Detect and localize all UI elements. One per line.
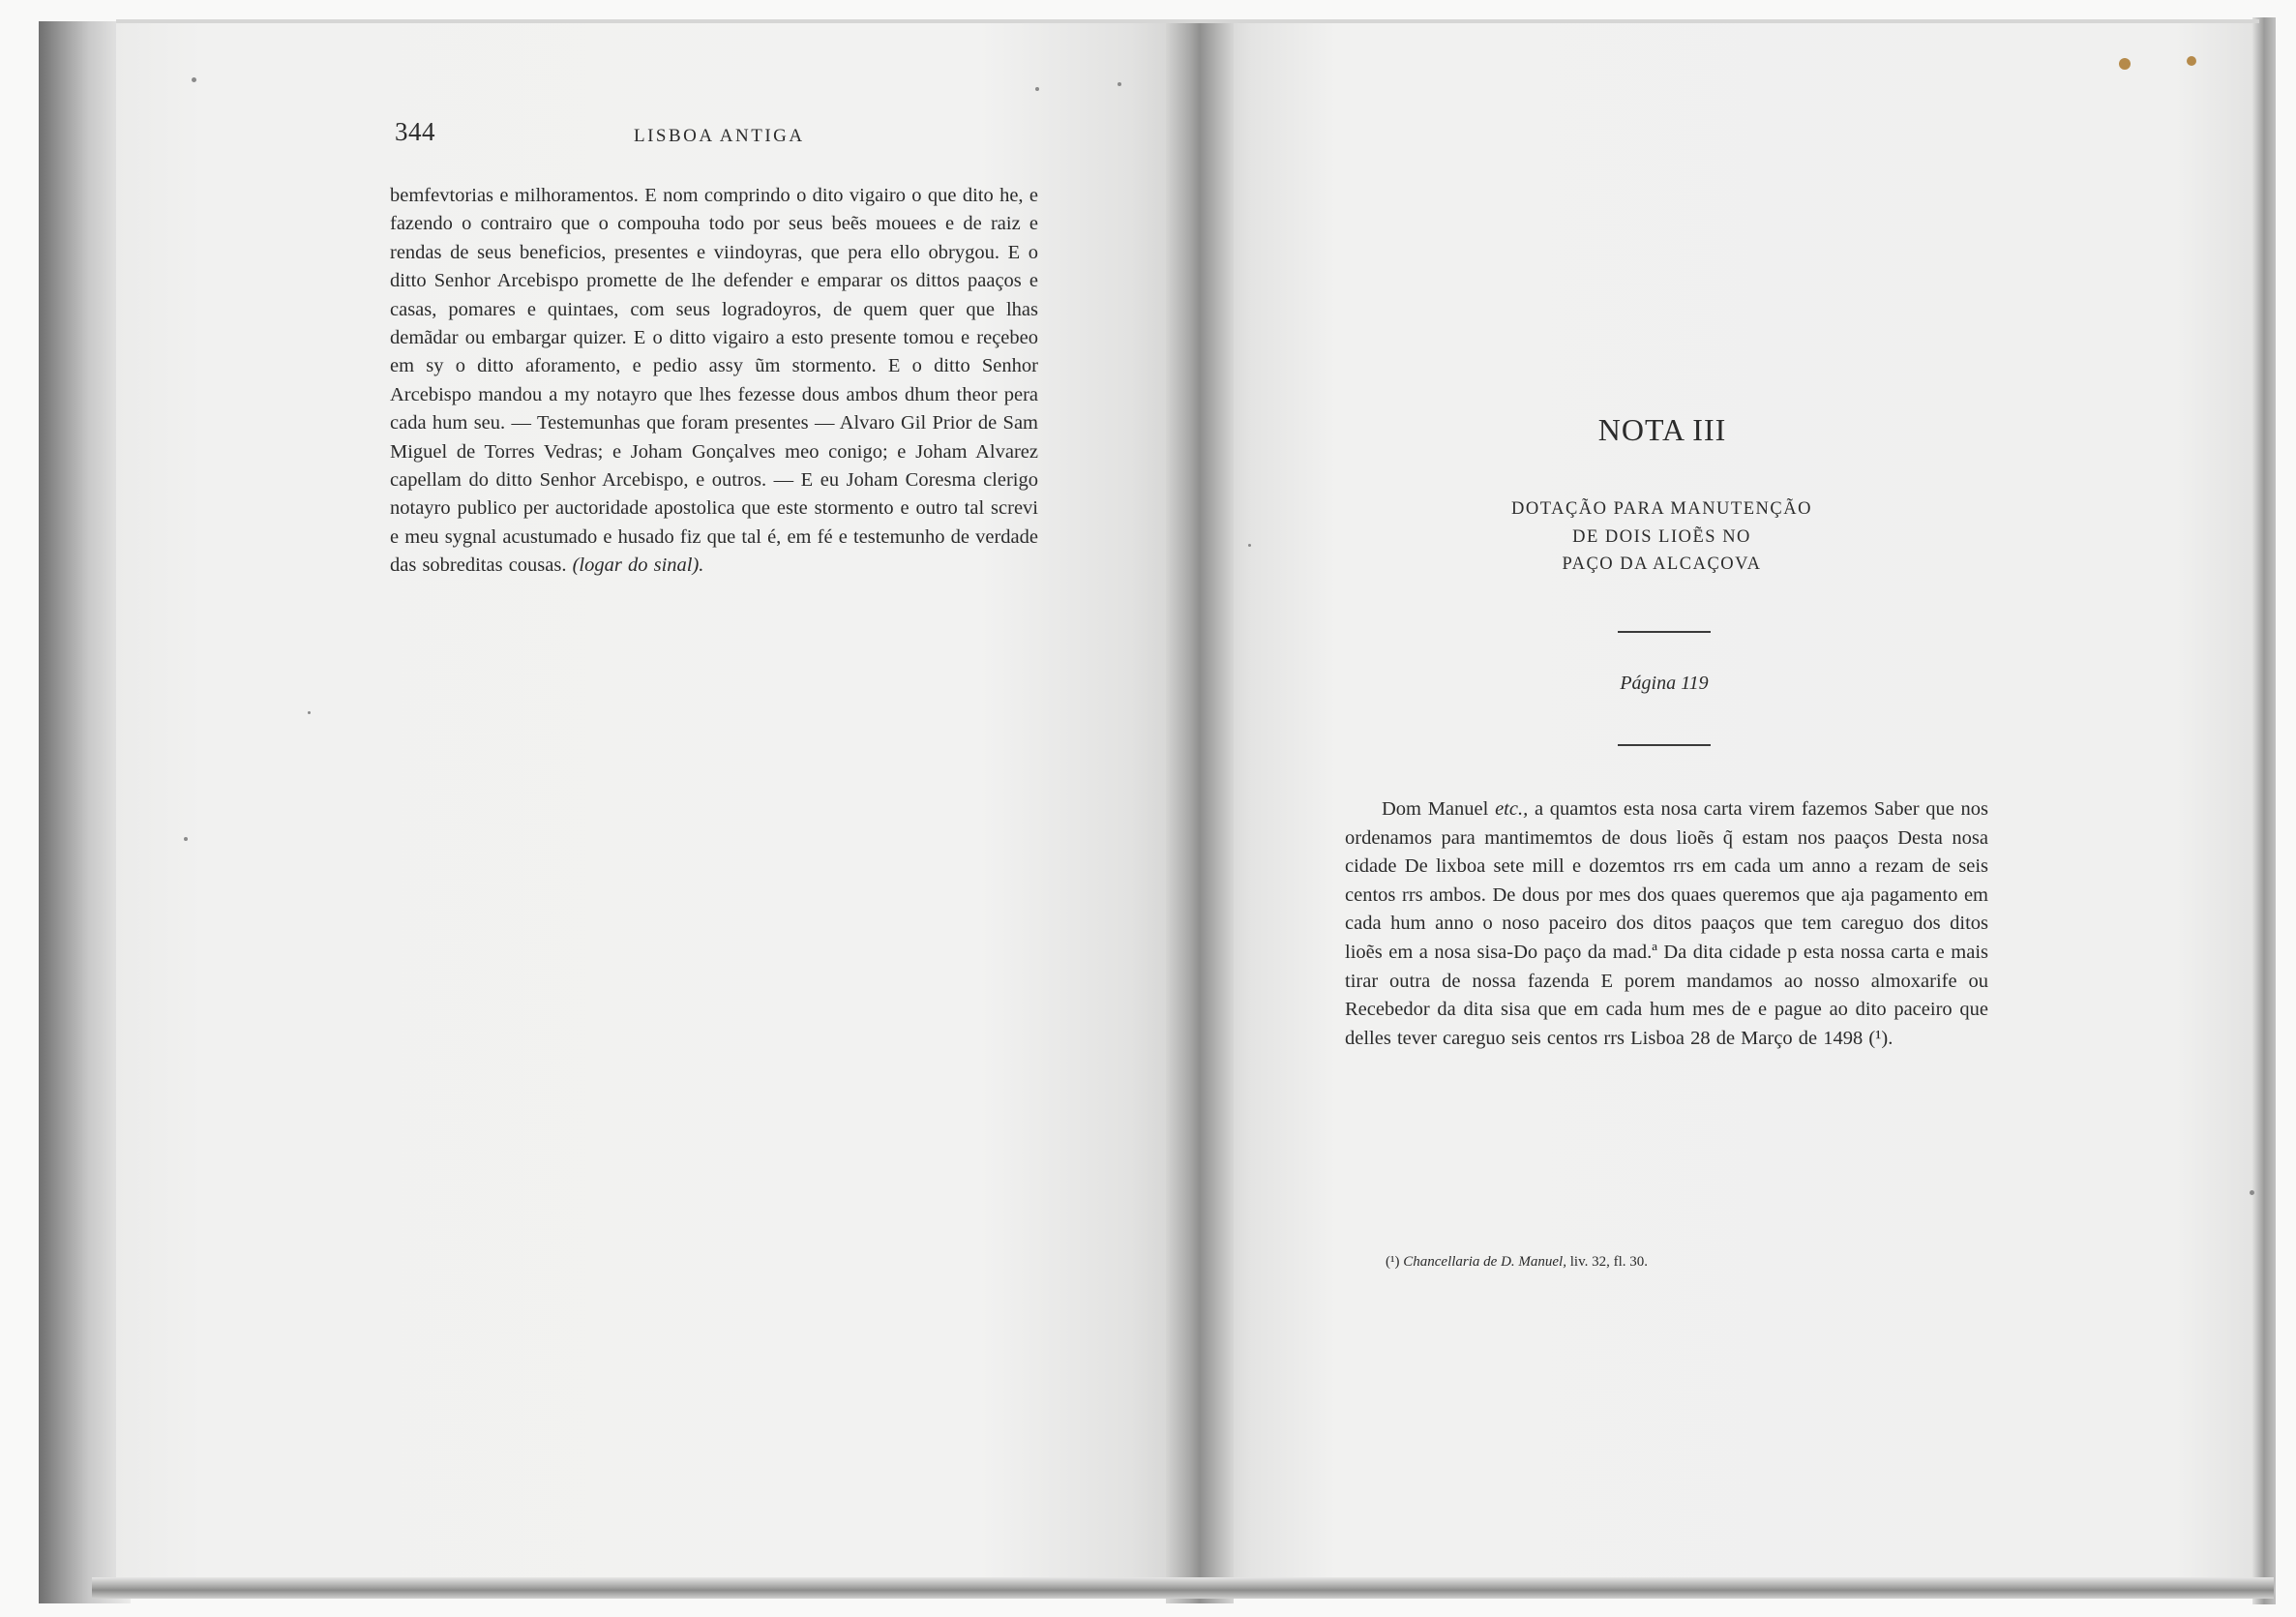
subtitle-line: DOTAÇÃO PARA MANUTENÇÃO — [1511, 499, 1812, 519]
footnote-marker: (¹) — [1386, 1254, 1400, 1270]
running-title: LISBOA ANTIGA — [634, 126, 805, 146]
closing-note: (logar do sinal). — [572, 554, 704, 577]
right-edge-shadow — [2252, 17, 2276, 1604]
scan-speck — [308, 711, 311, 714]
bottom-edge-shadow — [92, 1577, 2274, 1599]
left-page-body — [390, 182, 1038, 581]
scan-speck — [1118, 82, 1121, 86]
scan-speck — [2187, 56, 2196, 66]
footnote-reference: liv. 32, fl. 30. — [1569, 1254, 1649, 1270]
body-etc: etc., — [1495, 798, 1529, 820]
left-body-text: bemfevtorias e milhoramentos. E nom comprindo o dito vigairo o que dito he, e fazendo o contrairo que o compouha todo por seus beẽs mouees e de raiz e rendas de seus beneficios, presentes e viindoyras, que pera ello obrygou. E o ditto Senhor Arcebispo promette de lhe defender e emparar os dittos paaços e casas, pomares e quintaes, com seus logradoyros, de quem quer que lhas demãdar ou embargar quizer. E o ditto vigairo a esto presente tomou e reçebeo em sy o ditto aforamento, e pedio assy ũm stormento. E o ditto Senhor Arcebispo mandou a my notayro que lhes fezesse dous ambos dhum theor pera cada hum seu. — Testemunhas que foram presentes — Alvaro Gil Prior de Sam Miguel de Torres Vedras; e Joham Gonçalves meo conigo; e Joham Alvarez capellam do ditto Senhor Arcebispo, e outros. — E eu Joham Coresma clerigo notayro publico per auctoridade apostolica que este stormento e outro tal screvi e meu sygnal acustumado e husado fiz que tal é, em fé e testemunho de verdade das sobreditas cousas. — [390, 185, 1038, 577]
note-title: NOTA III — [1597, 412, 1727, 447]
right-page-body — [1345, 795, 1988, 1053]
subtitle-line: PAÇO DA ALCAÇOVA — [1562, 554, 1762, 574]
divider-rule — [1618, 631, 1711, 633]
scan-speck — [184, 837, 188, 841]
top-edge — [116, 19, 2259, 23]
footnote-source: Chancellaria de D. Manuel, — [1403, 1254, 1566, 1270]
scan-speck — [192, 77, 196, 82]
subtitle-line: DE DOIS LIOẼS NO — [1572, 526, 1751, 547]
right-body-text: a quamtos esta nosa carta virem fazemos Saber que nos ordenamos para mantimemtos de dous lioẽs q̃ estam nos paaços Desta nosa cidade De lixboa sete mill e dozemtos rrs em cada um anno a rezam de seis centos rrs ambos. De dous por mes dos quaes queremos que aja pagamento em cada hum anno o noso paceiro dos ditos paaços que tem careguo dos ditos lioẽs em a nosa sisa-Do paço da mad.ª Da dita cidade p esta nossa carta e mais tirar outra de nossa fazenda E porem mandamos ao nosso almoxarife ou Recebedor da dita sisa que em cada hum mes de e pague ao dito paceiro que delles tever careguo seis centos rrs Lisboa 28 de Março de 1498 (¹). — [1345, 798, 1989, 1049]
page-number: 344 — [395, 117, 435, 146]
footnote — [1386, 1254, 1869, 1271]
scan-speck — [1035, 87, 1039, 91]
divider-rule — [1618, 744, 1711, 746]
body-intro: Dom Manuel — [1382, 798, 1489, 820]
scan-speck — [2119, 58, 2131, 70]
center-gutter — [1166, 21, 1234, 1603]
page-reference: Página 119 — [1620, 673, 1709, 694]
scan-speck — [2250, 1190, 2254, 1195]
note-subtitle — [1471, 495, 1853, 579]
scan-speck — [1248, 544, 1251, 547]
